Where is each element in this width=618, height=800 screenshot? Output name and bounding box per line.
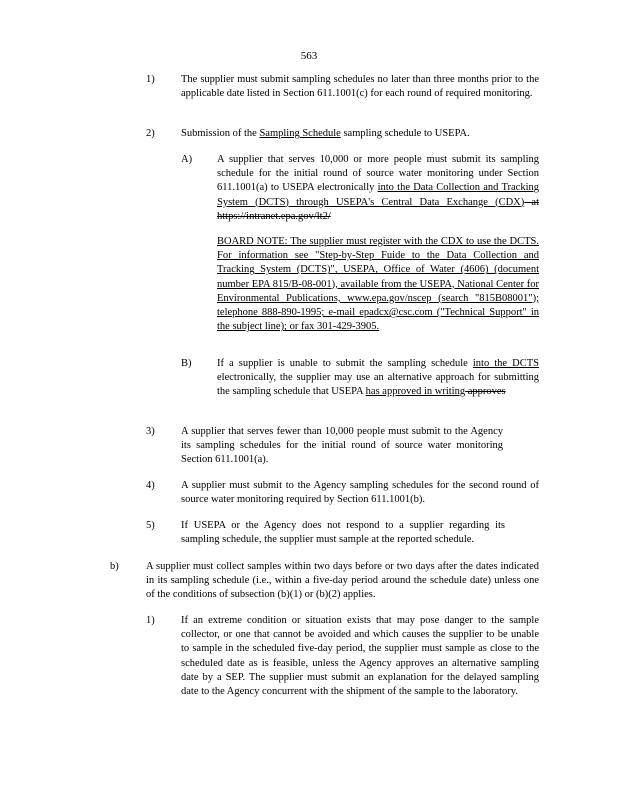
item-b1-text: If an extreme condition or situation exists that may pose danger to the sample collector, or one that cannot be avoided and which causes the supplier to be unable to sample in the scheduled five-day period, the supplier must sample as close to the scheduled date as is feasible, unless the Agency approves an alternative sampling date by a SEP. The supplier must submit an explanation for the delayed sampling date to the Agency concurrent with the shipment of the sample to the laboratory. [181,615,539,698]
item-2-label: 2) [146,128,155,139]
item-3-label: 3) [146,426,155,437]
into-dcts-insert: into the DCTS [472,358,539,369]
approves-deletion: approves [465,386,506,398]
approved-insert: has approved in writing [365,386,466,398]
item-1-text: The supplier must submit sampling schedules no later than three months prior to the applicable date listed in Section 611.1001(c) for each round of required monitoring. [181,74,539,100]
item-4-text: A supplier must submit to the Agency sampling schedules for the second round of source water monitoring required by Section 611.1001(b). [181,480,539,506]
item-B-text: If a supplier is unable to submit the sampling schedule into the DCTS electronically, the supplier may use an alternative approach for submitting the sampling schedule that USEPA has approved in writing approves [217,358,539,398]
item-4-label: 4) [146,480,155,491]
item-A-label: A) [181,154,193,165]
sampling-schedule-insert: Sampling Schedule [259,128,341,139]
item-b-label: b) [110,561,119,572]
item-b-text: A supplier must collect samples within two days before or two days after the dates indicated in its sampling schedule (i.e., within a five-day period around the schedule date) unless one of the conditions of subsection (b)(1) or (b)(2) applies. [146,561,539,601]
item-A-text: A supplier that serves 10,000 or more people must submit its sampling schedule for the initial round of source water monitoring under Section 611.1001(a) to USEPA electronically into the Data Collection and Tracking System (DCTS) through USEPA's Central Data Exchange (CDX) at https://intranet.epa.gov/lt2/ [217,154,539,222]
item-5-text: If USEPA or the Agency does not respond to a supplier regarding its sampling schedule, the supplier must sample at the reported schedule. [181,520,505,546]
item-5-label: 5) [146,520,155,531]
dcts-insert: into the Data Collection and Tracking System (DCTS) through USEPA's Central Data Exchange (CDX) [217,182,539,208]
page-number: 563 [300,50,318,62]
board-note: BOARD NOTE: The supplier must register with the CDX to use the DCTS. For information see "Step-by-Step Fuide to the Data Collection and Tracking System (DCTS)", USEPA, Office of Water (4606) (document number EPA 815/B-08-001), available from the USEPA, National Center for Environmental Publications, www.epa.gov/nscep (search "815B08001"); telephone 888-890-1995; e-mail epadcx@csc.com ("Technical Support" in the subject line); or fax 301-429-3905. [217,236,539,333]
url-deletion: at https://intranet.epa.gov/lt2/ [217,196,539,222]
item-1-label: 1) [146,74,155,85]
item-b1-label: 1) [146,615,155,626]
item-3-text: A supplier that serves fewer than 10,000 people must submit to the Agency its sampling schedules for the initial round of source water monitoring Section 611.1001(a). [181,426,503,466]
item-B-label: B) [181,358,192,369]
item-2-text: Submission of the Sampling Schedule sampling schedule to USEPA. [181,128,470,139]
